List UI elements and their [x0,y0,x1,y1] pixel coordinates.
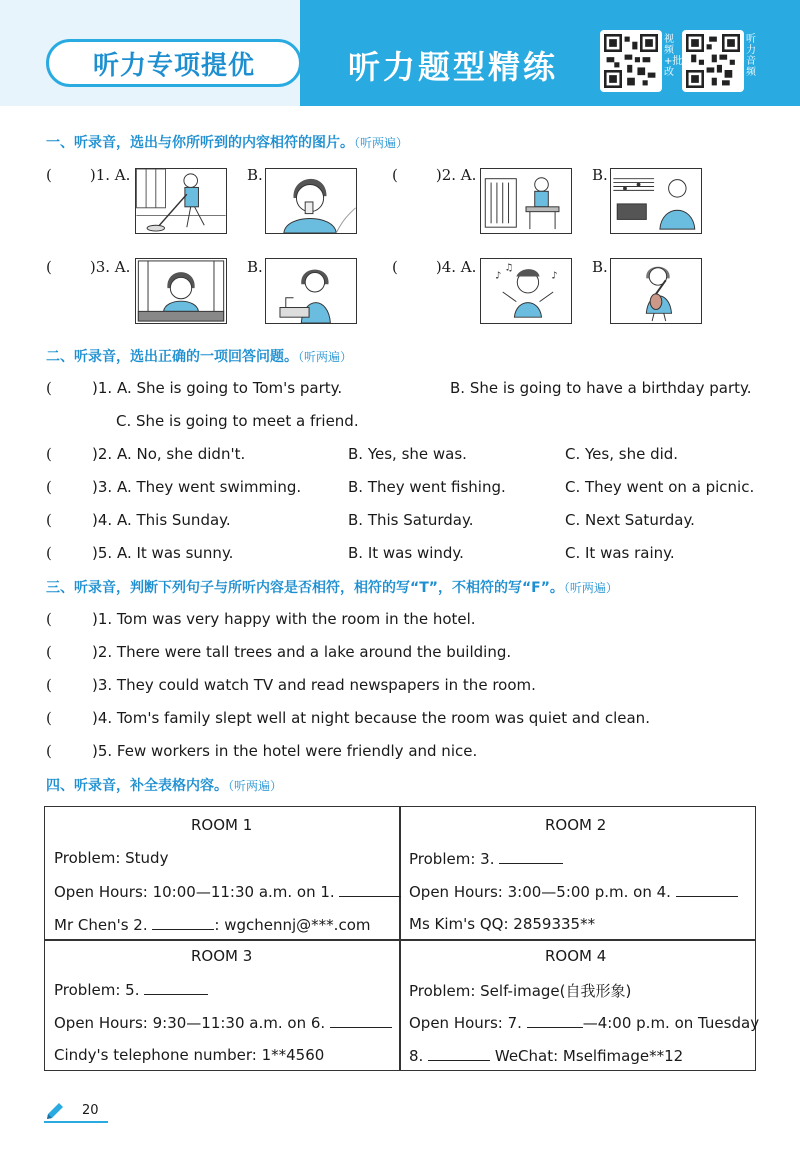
boy-listening-music-illustration [611,169,701,233]
page-title: 听力题型精练 [348,48,559,86]
room4-title: ROOM 4 [545,947,607,965]
room1-problem: Problem: Study [54,849,169,867]
part2-q4: ( )4. A. This Sunday. [46,511,231,529]
part1-q3-option-b: B. [247,258,263,276]
boy-mopping-illustration [136,169,226,233]
room2-problem: Problem: 3. [409,849,563,868]
room3-title: ROOM 3 [191,947,253,965]
part2-q1-c: C. She is going to meet a friend. [116,412,359,430]
part1-q4-option-b: B. [592,258,608,276]
part2-q3-b: B. They went fishing. [348,478,506,496]
qr2-label: 听力音频 [746,34,756,78]
qr-icon [686,34,740,88]
room1-title: ROOM 1 [191,816,253,834]
girl-at-window-illustration [136,259,226,323]
qr-icon [604,34,658,88]
part1-q2-option-b: B. [592,166,608,184]
part2-q5-c: C. It was rainy. [565,544,675,562]
part3-item-1: ( )1. Tom was very happy with the room in the hotel. [46,610,476,628]
part1-q4-picture-b[interactable] [610,258,702,324]
part2-q2: ( )2. A. No, she didn't. [46,445,246,463]
part1-q1-number: ( )1. A. [46,166,131,184]
blank-1[interactable] [339,882,401,897]
room3-problem: Problem: 5. [54,980,208,999]
blank-7[interactable] [527,1013,583,1028]
part2-q3: ( )3. A. They went swimming. [46,478,302,496]
part1-q1-option-b: B. [247,166,263,184]
room1-contact: Mr Chen's 2. : wgchennj@***.com [54,916,371,934]
info-table [44,806,760,1071]
part2-heading: 二、听录音，选出正确的一项回答问题。（听两遍） [46,349,353,365]
boy-by-heater-illustration [481,169,571,233]
girl-playing-guitar-illustration [611,259,701,323]
room4-hours: Open Hours: 7. —4:00 p.m. on Tuesday [409,1014,760,1032]
section-badge: 听力专项提优 [46,39,302,87]
part4-heading: 四、听录音，补全表格内容。（听两遍） [46,778,283,794]
qr1-label: 视频+批改 [664,34,683,78]
part3-heading: 三、听录音，判断下列句子与所听内容是否相符，相符的写“T”，不相符的写“F”。（听两遍） [46,580,618,596]
boy-drinking-illustration [266,169,356,233]
part2-q2-c: C. Yes, she did. [565,445,679,463]
table-divider-horizontal [45,939,755,941]
part1-q4-number: ( )4. A. [392,258,477,276]
footer-rule [44,1121,108,1123]
page-number: 20 [82,1103,99,1118]
part2-q1: ( )1. A. She is going to Tom's party. [46,379,343,397]
pencil-icon [44,1102,66,1122]
part1-q2-number: ( )2. A. [392,166,477,184]
blank-5[interactable] [144,980,208,995]
room2-title: ROOM 2 [545,816,607,834]
room4-contact: 8. WeChat: Mselfimage**12 [409,1047,684,1065]
part1-q1-picture-b[interactable] [265,168,357,234]
blank-8[interactable] [428,1046,490,1061]
part3-item-3: ( )3. They could watch TV and read newspapers in the room. [46,676,536,694]
svg-text:♫: ♫ [504,262,514,274]
blank-4[interactable] [676,882,738,897]
svg-text:♪: ♪ [494,270,502,282]
part3-item-5: ( )5. Few workers in the hotel were friendly and nice. [46,742,478,760]
room2-hours: Open Hours: 3:00—5:00 p.m. on 4. [409,882,738,901]
qr-code-video[interactable] [600,30,662,92]
part2-q5: ( )5. A. It was sunny. [46,544,234,562]
part2-q4-b: B. This Saturday. [348,511,474,529]
room2-contact: Ms Kim's QQ: 2859335** [409,915,596,933]
girl-washing-hands-illustration [266,259,356,323]
svg-text:♪: ♪ [551,270,558,282]
part2-q2-b: B. Yes, she was. [348,445,467,463]
part2-q5-b: B. It was windy. [348,544,464,562]
part2-q3-c: C. They went on a picnic. [565,478,755,496]
room1-hours: Open Hours: 10:00—11:30 a.m. on 1. [54,882,401,901]
boy-singing-illustration [481,259,571,323]
header-banner [0,0,800,106]
qr-code-audio[interactable] [682,30,744,92]
blank-2[interactable] [152,915,214,930]
part1-q2-picture-b[interactable] [610,168,702,234]
part1-heading: 一、听录音，选出与你所听到的内容相符的图片。（听两遍） [46,135,409,151]
part3-item-4: ( )4. Tom's family slept well at night because the room was quiet and clean. [46,709,650,727]
room4-problem: Problem: Self-image(自我形象) [409,982,632,1000]
part1-q3-number: ( )3. A. [46,258,131,276]
blank-3[interactable] [499,849,563,864]
part1-q3-picture-a[interactable] [135,258,227,324]
room3-hours: Open Hours: 9:30—11:30 a.m. on 6. [54,1013,392,1032]
part1-q3-picture-b[interactable] [265,258,357,324]
blank-6[interactable] [330,1013,392,1028]
part1-q2-picture-a[interactable] [480,168,572,234]
part1-q1-picture-a[interactable] [135,168,227,234]
part2-q4-c: C. Next Saturday. [565,511,695,529]
room3-contact: Cindy's telephone number: 1**4560 [54,1046,325,1064]
part3-item-2: ( )2. There were tall trees and a lake around the building. [46,643,512,661]
part1-q4-picture-a[interactable] [480,258,572,324]
part2-q1-b: B. She is going to have a birthday party. [450,379,752,397]
